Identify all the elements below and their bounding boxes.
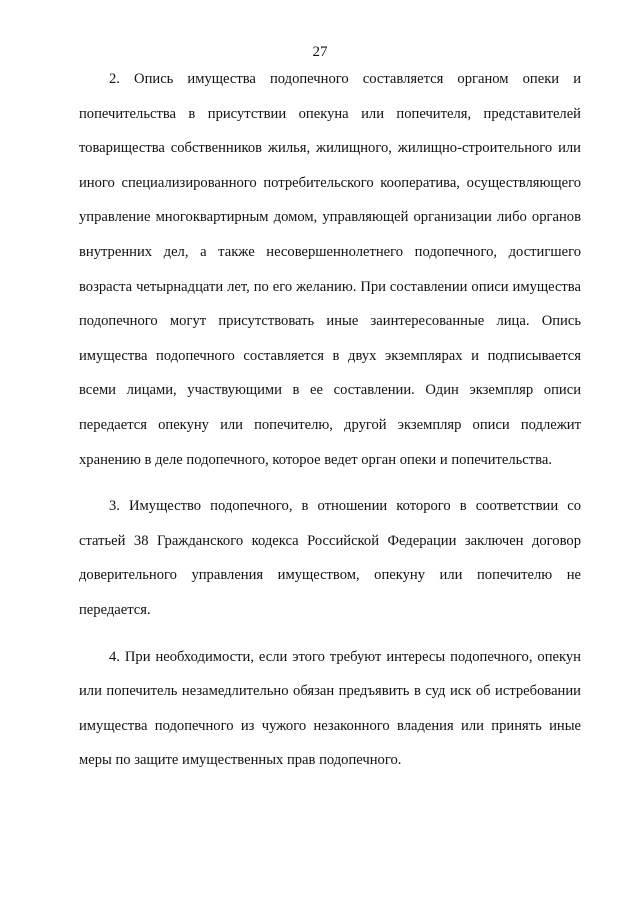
paragraph-3: 3. Имущество подопечного, в отношении которого в соответствии со статьей 38 Гражданского кодекса Российской Федерации заключен договор доверительного управления имуществом, опекуну или попечителю не передается. [79,498,581,618]
paragraph-4: 4. При необходимости, если этого требуют интересы подопечного, опекун или попечитель незамедлительно обязан предъявить в суд иск об истребовании имущества подопечного из чужого незаконного владения или принять иные меры по защите имущественных прав подопечного. [79,648,581,769]
page-number: 27 [312,44,328,60]
paragraph-2: 2. Опись имущества подопечного составляется органом опеки и попечительства в присутствии опекуна или попечителя, представителей товарищества собственников жилья, жилищного, жилищно-строительного или иного специализированного потребительского кооператива, осуществляющего управление многоквартирным домом, управляющей организации либо органов внутренних дел, а также несовершеннолетнего подопечного, достигшего возраста четырнадцати лет, по его желанию. При составлении описи имущества подопечного могут присутствовать иные заинтересованные лица. Опись имущества подопечного составляется в двух экземплярах и подписывается всеми лицами, участвующими в ее составлении. Один экземпляр описи передается опекуну или попечителю, другой экземпляр описи подлежит хранению в деле подопечного, которое ведет орган опеки и попечительства. [79,71,581,468]
document-body [79,62,581,778]
